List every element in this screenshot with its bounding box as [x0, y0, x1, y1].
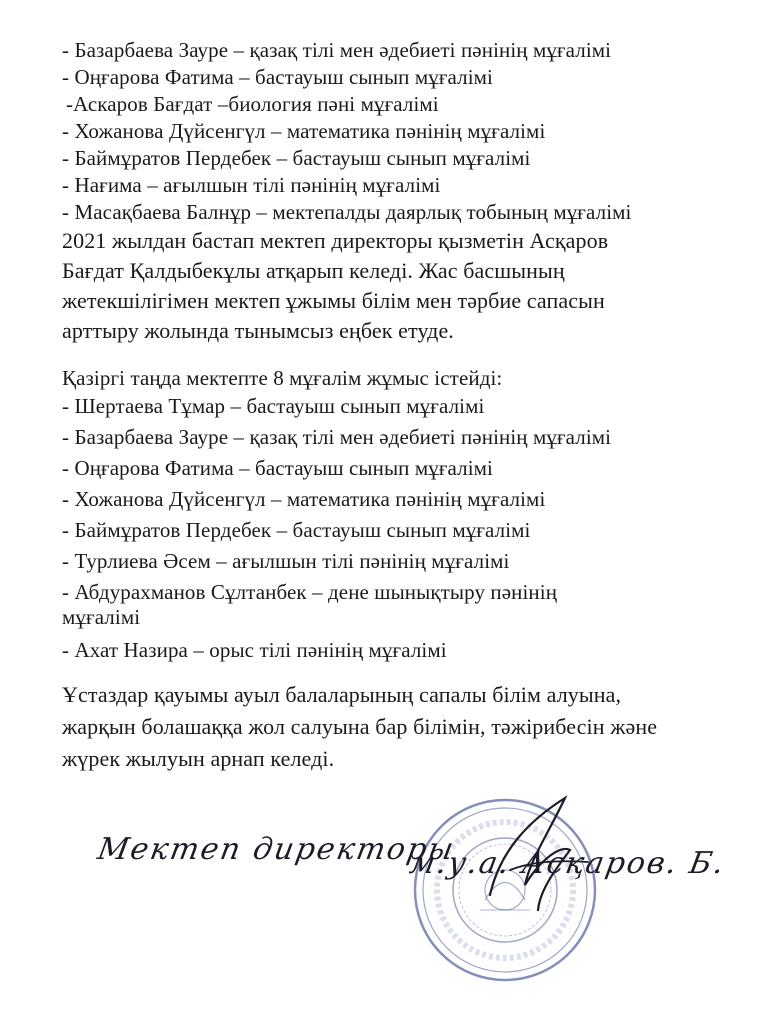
signature-scribble	[470, 790, 610, 920]
list-b-item-5: - Баймұратов Пердебек – бастауыш сынып мұғалімі	[62, 518, 531, 542]
list-a-item-6: - Нағима – ағылшын тілі пәнінің мұғалімі	[62, 173, 441, 197]
signature-block	[90, 790, 750, 950]
list-a-item-2: - Оңғарова Фатима – бастауыш сынып мұғалімі	[62, 65, 493, 89]
list-b-item-7-cont: мұғалімі	[62, 605, 141, 629]
list-b-item-4: - Хожанова Дүйсенгүл – математика пәнінің мұғалімі	[62, 487, 546, 511]
list-b-item-1: - Шертаева Тұмар – бастауыш сынып мұғалімі	[62, 394, 485, 418]
director-para-line-3: жетекшілігімен мектеп ұжымы білім мен тәрбие сапасын	[62, 288, 605, 313]
director-para-line-1: 2021 жылдан бастап мектеп директоры қызметін Асқаров	[62, 228, 609, 253]
list-a-item-7: - Масақбаева Балнұр – мектепалды даярлық тобының мұғалімі	[62, 200, 632, 224]
closing-line-2: жарқын болашаққа жол салуына бар білімін, тәжірибесін және	[62, 714, 658, 739]
list-b-item-6: - Турлиева Әсем – ағылшын тілі пәнінің мұғалімі	[62, 549, 510, 573]
list-b-item-3: - Оңғарова Фатима – бастауыш сынып мұғалімі	[62, 456, 493, 480]
handwritten-title: Мектеп директоры	[94, 832, 458, 867]
list-a-item-1: - Базарбаева Зауре – қазақ тілі мен әдебиеті пәнінің мұғалімі	[62, 38, 612, 62]
list-b-item-8: - Ахат Назира – орыс тілі пәнінің мұғалімі	[62, 638, 447, 662]
closing-line-1: Ұстаздар қауымы ауыл балаларының сапалы білім алуына,	[62, 682, 622, 707]
director-para-line-2: Бағдат Қалдыбекұлы атқарып келеді. Жас басшының	[62, 258, 565, 283]
closing-line-3: жүрек жылуын арнап келеді.	[62, 746, 335, 771]
director-para-line-4: арттыру жолында тынымсыз еңбек етуде.	[62, 318, 454, 343]
list-a-item-5: - Баймұратов Пердебек – бастауыш сынып мұғалімі	[62, 146, 531, 170]
list-a-item-3: -Аскаров Бағдат –биология пәні мұғалімі	[66, 92, 439, 116]
list-b-item-7: - Абдурахманов Сұлтанбек – дене шынықтыру пәнінің	[62, 580, 558, 604]
handwritten-name: м.у.а. Асқаров. Б.	[406, 846, 729, 881]
current-staff-intro: Қазіргі таңда мектепте 8 мұғалім жұмыс істейді:	[62, 366, 503, 390]
list-a-item-4: - Хожанова Дүйсенгүл – математика пәнінің мұғалімі	[62, 119, 546, 143]
list-b-item-2: - Базарбаева Зауре – қазақ тілі мен әдебиеті пәнінің мұғалімі	[62, 425, 612, 449]
